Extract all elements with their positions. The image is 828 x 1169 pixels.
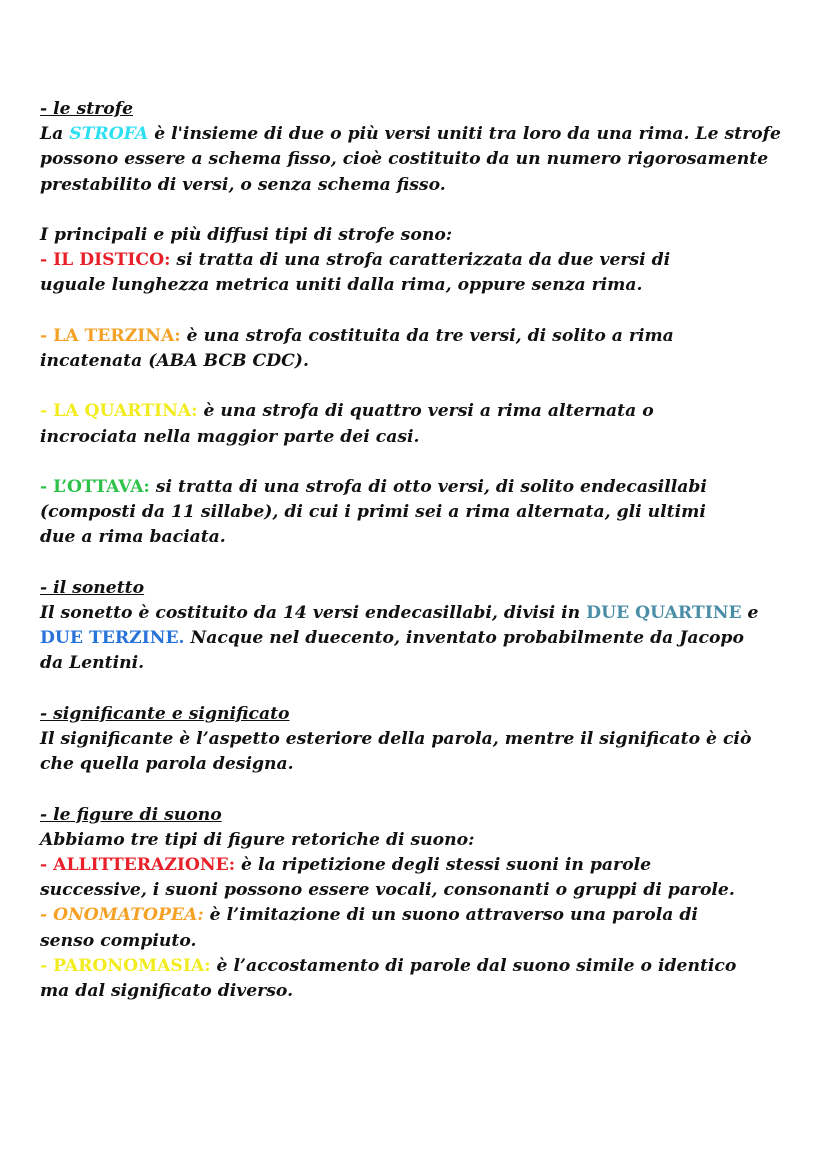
spacer bbox=[40, 450, 800, 475]
strofe-intro: I principali e più diffusi tipi di strofe sono: bbox=[40, 225, 453, 245]
ottava-line-3: due a rima baciata. bbox=[40, 527, 226, 548]
distico-line-2: uguale lunghezza metrica uniti dalla rima, oppure senza rima. bbox=[40, 275, 643, 296]
quartina-line-2: incrociata nella maggior parte dei casi. bbox=[40, 426, 420, 447]
significante-line-2: che quella parola designa. bbox=[40, 754, 294, 775]
text: è una strofa di quattro versi a rima alternata o bbox=[197, 401, 654, 422]
sonetto-line-1 bbox=[40, 601, 800, 626]
spacer bbox=[40, 299, 800, 324]
ottava-line-1 bbox=[40, 475, 800, 500]
terzina-line-1 bbox=[40, 324, 800, 349]
term-due-terzine: DUE TERZINE. bbox=[40, 628, 185, 649]
onomatopea-line-1 bbox=[40, 903, 800, 928]
term-paronomasia: - PARONOMASIA: bbox=[40, 955, 211, 976]
text: si tratta di una strofa caratterizzata da due versi di bbox=[170, 250, 671, 271]
suono-intro: Abbiamo tre tipi di figure retoriche di suono: bbox=[40, 829, 475, 850]
text: Il sonetto è costituito da 14 versi endecasillabi, divisi in bbox=[40, 602, 587, 623]
section-sonetto bbox=[40, 576, 800, 677]
document-page bbox=[40, 97, 800, 1004]
significante-line-1: Il significante è l’aspetto esteriore della parola, mentre il significato è ciò bbox=[40, 728, 752, 749]
text: è l'insieme di due o più versi uniti tra loro da una rima. Le strofe bbox=[148, 124, 781, 145]
term-due-quartine: DUE QUARTINE bbox=[586, 602, 742, 623]
sonetto-line-2 bbox=[40, 626, 800, 651]
heading-significante: - significante e significato bbox=[40, 703, 290, 724]
text: Nacque nel duecento, inventato probabilmente da Jacopo bbox=[184, 628, 744, 649]
distico-line-1 bbox=[40, 248, 800, 273]
section-strofe bbox=[40, 97, 800, 551]
term-strofa: STROFA bbox=[69, 124, 149, 145]
spacer bbox=[40, 374, 800, 399]
text: e bbox=[741, 602, 759, 623]
quartina-line-1 bbox=[40, 399, 800, 424]
section-significante bbox=[40, 702, 800, 778]
ottava-line-2: (composti da 11 sillabe), di cui i primi sei a rima alternata, gli ultimi bbox=[40, 502, 706, 523]
onomatopea-line-2: senso compiuto. bbox=[40, 930, 197, 951]
allitterazione-line-1 bbox=[40, 853, 800, 878]
strofe-definition-line-3: prestabilito di versi, o senza schema fisso. bbox=[40, 174, 446, 195]
text: è l’imitazione di un suono attraverso una parola di bbox=[203, 905, 698, 926]
term-ottava: - L’OTTAVA: bbox=[40, 476, 150, 497]
paronomasia-line-2: ma dal significato diverso. bbox=[40, 981, 294, 1001]
spacer bbox=[40, 777, 800, 802]
spacer bbox=[40, 198, 800, 223]
term-quartina: - LA QUARTINA: bbox=[40, 401, 198, 422]
spacer bbox=[40, 551, 800, 576]
term-distico: - IL DISTICO: bbox=[40, 250, 171, 271]
section-figure-di-suono bbox=[40, 803, 800, 1005]
allitterazione-line-2: successive, i suoni possono essere vocali, consonanti o gruppi di parole. bbox=[40, 880, 735, 901]
terzina-line-2: incatenata (ABA BCB CDC). bbox=[40, 351, 309, 371]
strofe-definition-line-2: possono essere a schema fisso, cioè costituito da un numero rigorosamente bbox=[40, 149, 769, 170]
paronomasia-line-1 bbox=[40, 954, 800, 979]
text: è la ripetizione degli stessi suoni in parole bbox=[235, 854, 652, 875]
term-allitterazione: - ALLITTERAZIONE: bbox=[40, 854, 236, 875]
text: è l’accostamento di parole dal suono simile o identico bbox=[210, 955, 737, 976]
heading-figure-di-suono: - le figure di suono bbox=[40, 804, 222, 825]
term-onomatopea: - ONOMATOPEA: bbox=[40, 905, 204, 926]
term-terzina: - LA TERZINA: bbox=[40, 325, 181, 346]
text: è una strofa costituita da tre versi, di solito a rima bbox=[180, 325, 674, 346]
heading-strofe: - le strofe bbox=[40, 99, 134, 119]
strofe-definition-line-1 bbox=[40, 122, 800, 147]
text: si tratta di una strofa di otto versi, di solito endecasillabi bbox=[149, 476, 707, 497]
heading-sonetto: - il sonetto bbox=[40, 577, 145, 598]
spacer bbox=[40, 677, 800, 702]
sonetto-line-3: da Lentini. bbox=[40, 653, 145, 674]
text: La bbox=[40, 124, 70, 145]
